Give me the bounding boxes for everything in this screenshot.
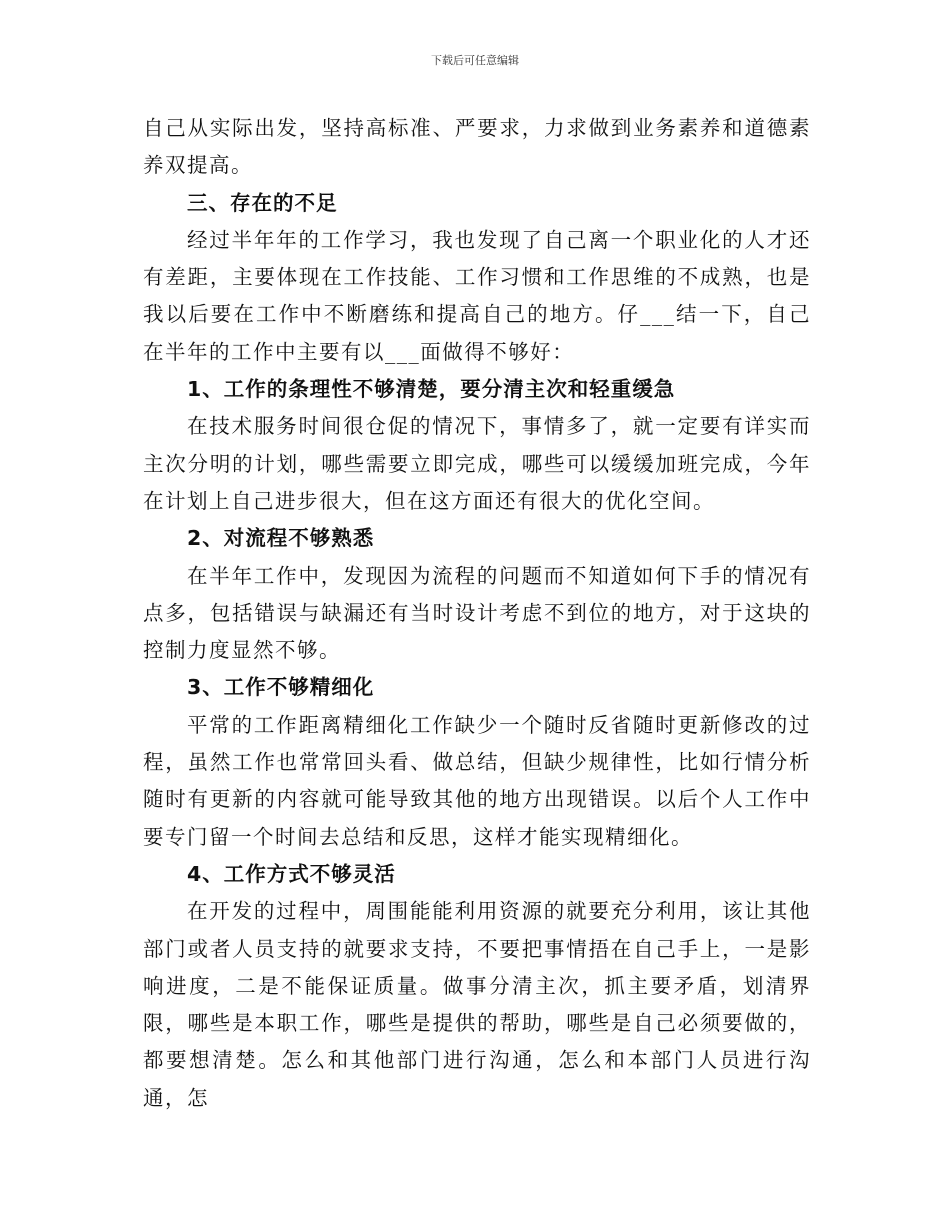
page-header: 下载后可任意编辑 <box>431 54 519 67</box>
paragraph-4: 在开发的过程中，周围能能利用资源的就要充分利用，该让其他部门或者人员支持的就要求支持，不要把事情捂在自己手上，一是影响进度，二是不能保证质量。做事分清主次，抓主要矛盾，划清界限，哪些是本职工作，哪些是提供的帮助，哪些是自己必须要做的，都要想清楚。怎么和其他部门进行沟通，怎么和本部门人员进行沟通，怎 <box>143 899 811 1110</box>
subheading-1: 1、工作的条理性不够清楚，要分清主次和轻重缓急 <box>187 377 676 402</box>
section-heading: 三、存在的不足 <box>187 190 338 215</box>
paragraph-1: 在技术服务时间很仓促的情况下，事情多了，就一定要有详实而主次分明的计划，哪些需要立即完成，哪些可以缓缓加班完成，今年在计划上自己进步很大，但在这方面还有很大的优化空间。 <box>143 414 811 513</box>
paragraph-3: 平常的工作距离精细化工作缺少一个随时反省随时更新修改的过程，虽然工作也常常回头看、做总结，但缺少规律性，比如行情分析随时有更新的内容就可能导致其他的地方出现错误。以后个人工作中要专门留一个时间去总结和反思，这样才能实现精细化。 <box>143 712 811 849</box>
paragraph-2: 在半年工作中，发现因为流程的问题而不知道如何下手的情况有点多，包括错误与缺漏还有当时设计考虑不到位的地方，对于这块的控制力度显然不够。 <box>143 563 811 663</box>
paragraph-continuation: 自己从实际出发，坚持高标准、严要求，力求做到业务素养和道德素养双提高。 <box>143 116 811 178</box>
document-body <box>143 110 811 1117</box>
subheading-2: 2、对流程不够熟悉 <box>187 526 375 551</box>
subheading-3: 3、工作不够精细化 <box>187 675 375 700</box>
paragraph-intro: 经过半年年的工作学习，我也发现了自己离一个职业化的人才还有差距，主要体现在工作技能、工作习惯和工作思维的不成熟，也是我以后要在工作中不断磨练和提高自己的地方。仔___结一下，自己在半年的工作中主要有以___面做得不够好： <box>143 227 811 364</box>
subheading-4: 4、工作方式不够灵活 <box>187 861 396 886</box>
